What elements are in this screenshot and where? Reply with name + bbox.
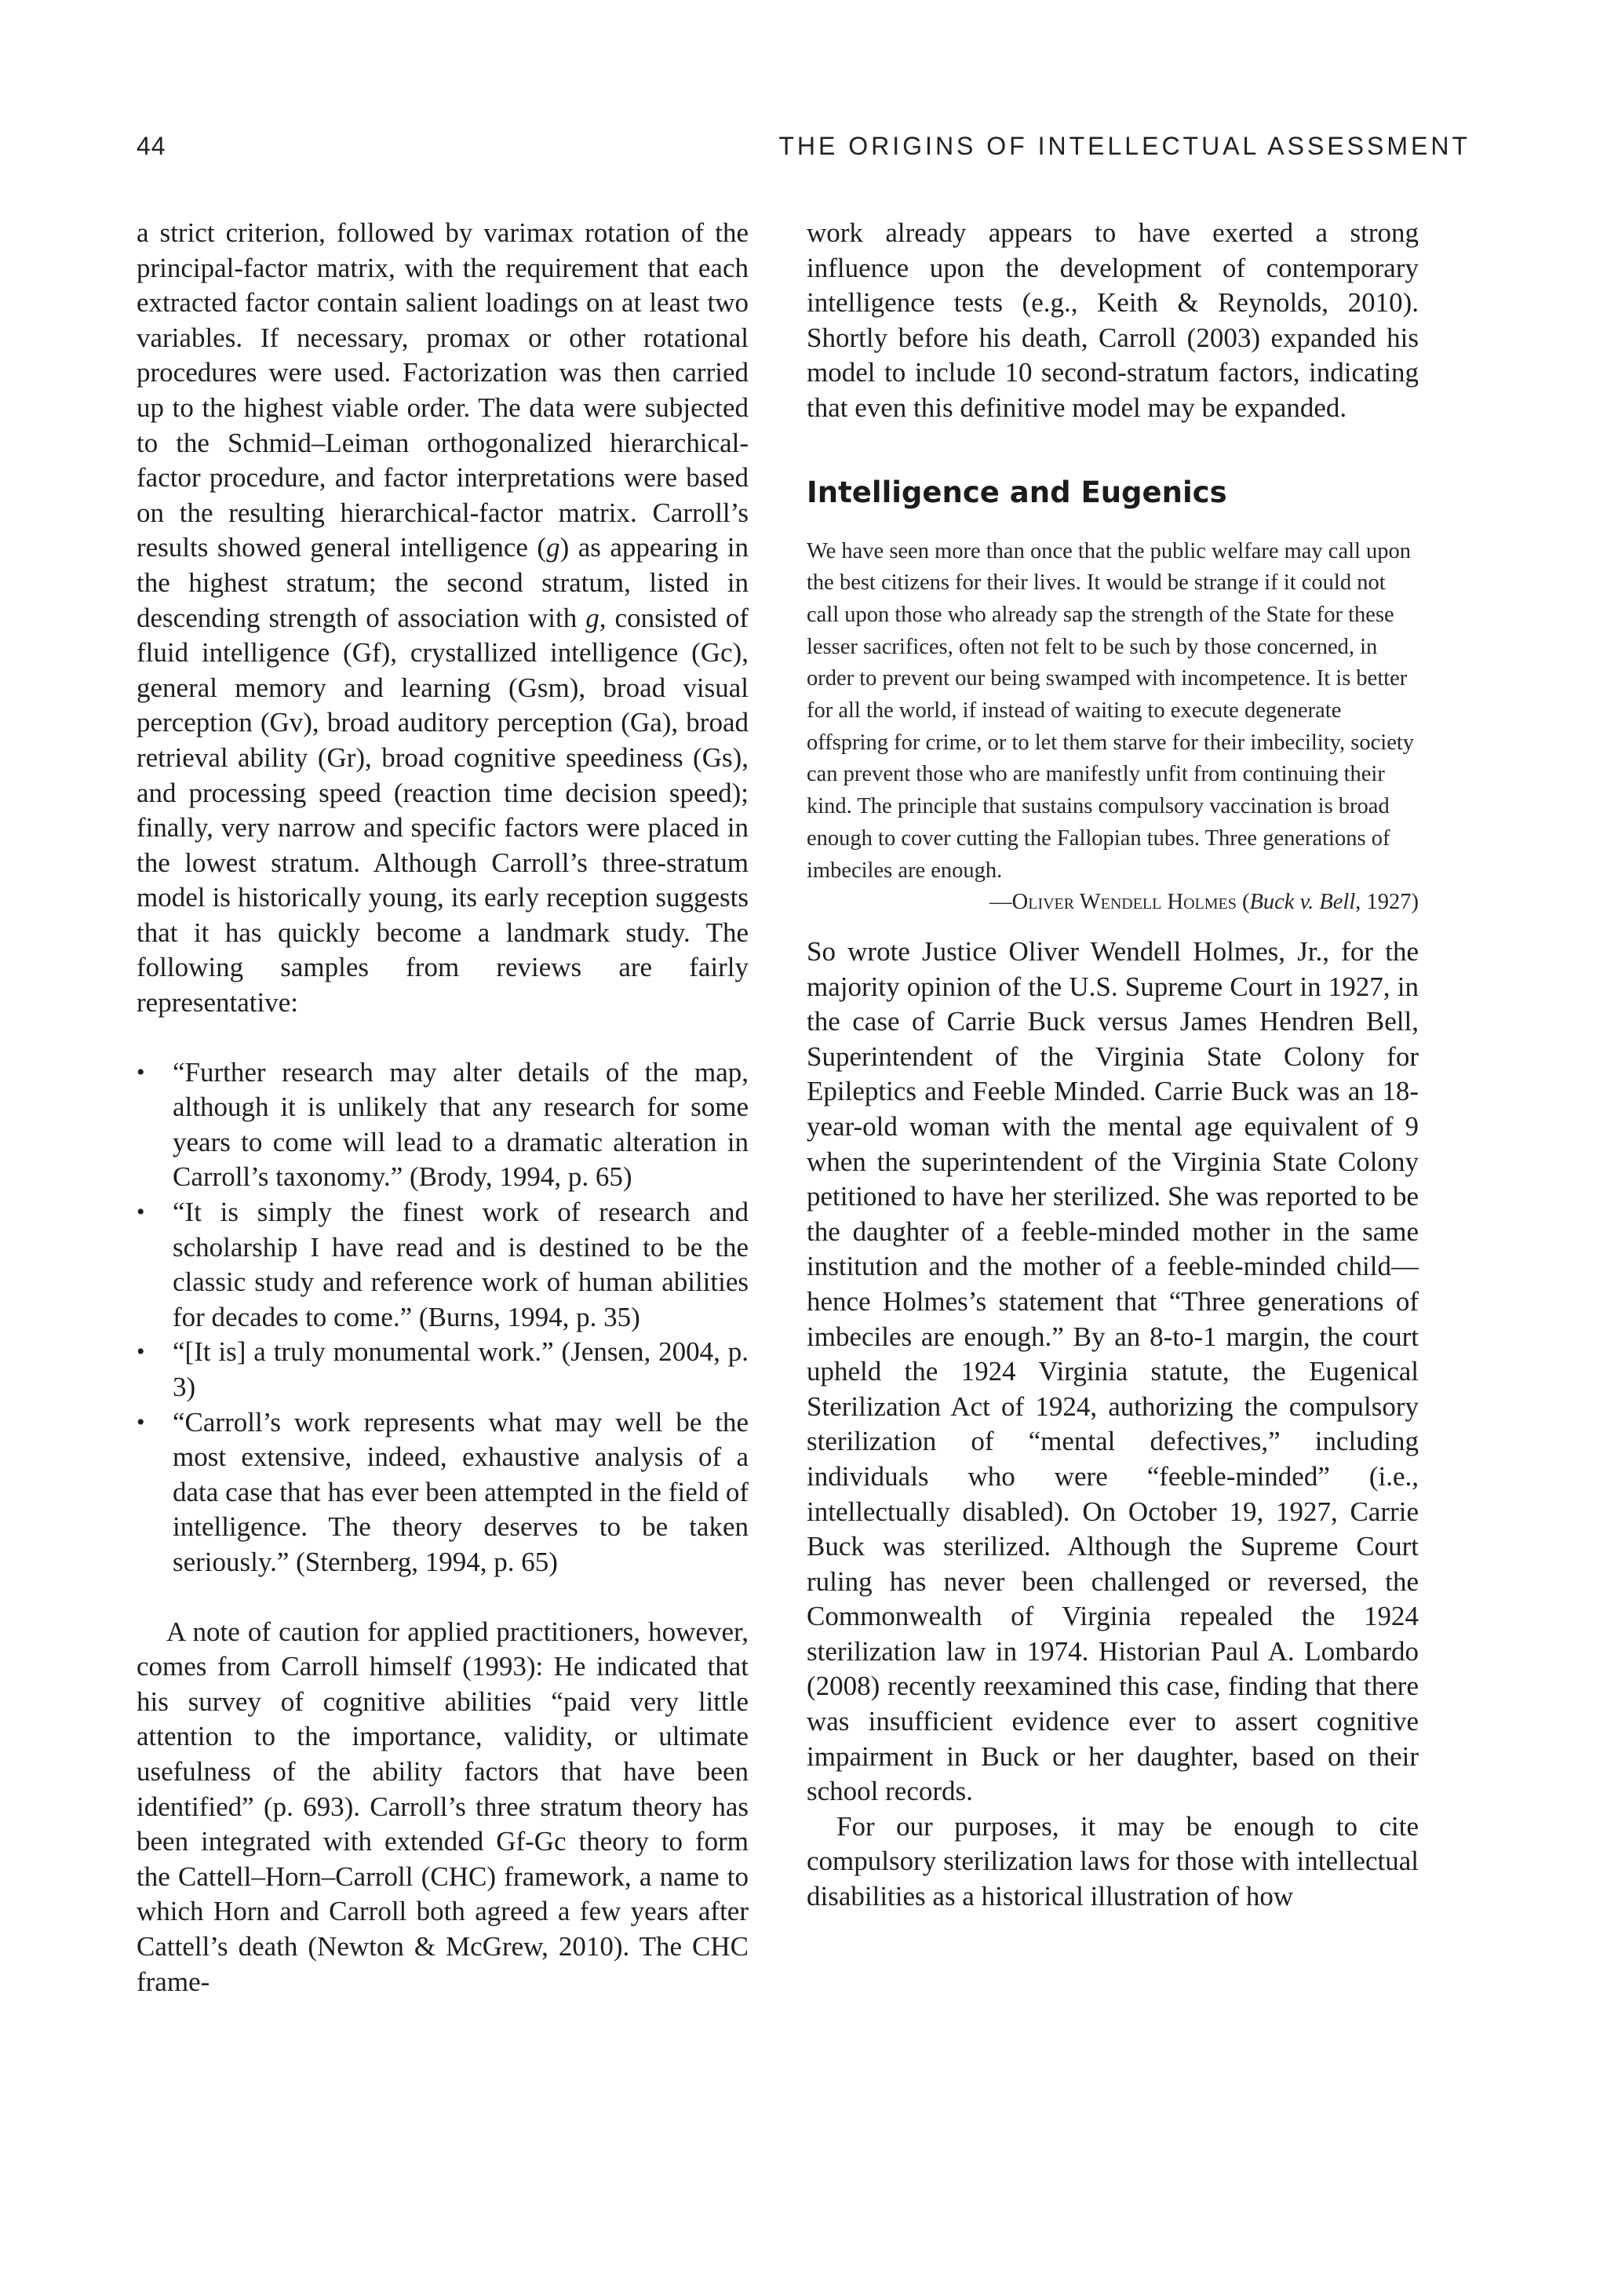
quote-text: “Carroll’s work represents what may well be the most extensive, indeed, exhaustive analysis of a data case that has ever been attempted in the field of intelligence. The theory deserves to be taken seriously.” (Sternberg, 1994, p. 65) bbox=[173, 1406, 749, 1577]
bullet-icon: • bbox=[137, 1339, 145, 1365]
text-run: a strict criterion, followed by varimax rotation of the principal-factor matrix, with the requirement that each extracted factor contain salient loadings on at least two variables. If necessary, promax or other rotational procedures were used. Factorization was then carried up to the highest viable order. The data were subjected to the Schmid–Leiman orthogonalized hierarchical-factor procedure, and factor interpretations were based on the resulting hierarchical-factor matrix. Carroll’s results showed general intelligence ( bbox=[137, 217, 749, 563]
page-number: 44 bbox=[137, 132, 166, 160]
body-paragraph-caution: A note of caution for applied practitioners, however, comes from Carroll himself (1993): He indicated that his survey of cognitive abilities “paid very little attention to the importance, validity, or ultimate usefulness of the ability factors that have been identified” (p. 693). Carroll’s three stratum theory has been integrated with extended Gf-Gc theory to form the Cattell–Horn–Carroll (CHC) framework, a name to which Horn and Carroll both agreed a few years after Cattell’s death (Newton & McGrew, 2010). The CHC frame- bbox=[137, 1616, 749, 1997]
list-item bbox=[137, 1405, 749, 1580]
text-run: ( bbox=[1236, 890, 1250, 915]
review-quotes-list bbox=[137, 1055, 749, 1580]
epigraph bbox=[807, 536, 1419, 919]
body-paragraph-chc-continued: work already appears to have exerted a strong influence upon the development of contemporary intelligence tests (e.g., Keith & Reynolds, 2010). Shortly before his death, Carroll (2003) expanded his model to include 10 second-stratum factors, indicating that even this definitive model may be expanded. bbox=[807, 217, 1419, 423]
section-heading: Intelligence and Eugenics bbox=[807, 475, 1227, 509]
text-run: , consisted of fluid intelligence (Gf), crystallized intelligence (Gc), general memory and learning (Gsm), broad visual perception (Gv), broad auditory perception (Ga), broad retrieval ability (Gr), broad cognitive speediness (Gs), and processing speed (reaction time decision speed); finally, very narrow and specific factors were placed in the lowest stratum. Although Carroll’s three-stratum model is historically young, its early reception suggests that it has quickly become a landmark study. The following samples from reviews are fairly representative: bbox=[137, 602, 749, 1019]
attribution-dash: — bbox=[989, 890, 1012, 915]
attribution-author: Oliver Wendell Holmes bbox=[1011, 890, 1237, 915]
body-paragraph-carroll-analysis bbox=[137, 216, 749, 1021]
body-paragraph-buck-v-bell: So wrote Justice Oliver Wendell Holmes, Jr., for the majority opinion of the U.S. Supreme Court in 1927, in the case of Carrie Buck versus James Hendren Bell, Superintendent of the Virginia State Colony for Epileptics and Feeble Minded. Carrie Buck was an 18-year-old woman with the mental age equivalent of 9 when the superintendent of the Virginia State Colony petitioned to have her sterilized. She was reported to be the daughter of a feeble-minded mother in the same institution and the mother of a feeble-minded child—hence Holmes’s statement that “Three generations of imbeciles are enough.” By an 8-to-1 margin, the court upheld the 1924 Virginia statute, the Eugenical Sterilization Act of 1924, authorizing the compulsory sterilization of “mental defectives,” including individuals who were “feeble-minded” (i.e., intellectually disabled). On October 19, 1927, Carrie Buck was sterilized. Although the Supreme Court ruling has never been challenged or reversed, the Commonwealth of Virginia repealed the 1924 sterilization law in 1974. Historian Paul A. Lombardo (2008) recently reexamined this case, finding that there was insufficient evidence ever to assert cognitive impairment in Buck or her daughter, based on their school records. bbox=[807, 936, 1419, 1807]
running-title: THE ORIGINS OF INTELLECTUAL ASSESSMENT bbox=[778, 132, 1470, 160]
bullet-icon: • bbox=[137, 1199, 145, 1226]
list-item bbox=[137, 1055, 749, 1195]
running-head bbox=[137, 132, 1470, 176]
left-column bbox=[137, 216, 749, 1999]
text-run: ) as appearing in the highest stratum; the second stratum, listed in descending strength of association with bbox=[137, 532, 749, 633]
epigraph-attribution bbox=[807, 887, 1419, 919]
quote-text: “Further research may alter details of the map, although it is unlikely that any research for some years to come will lead to a dramatic alteration in Carroll’s taxonomy.” (Brody, 1994, p. 65) bbox=[173, 1056, 749, 1193]
bullet-icon: • bbox=[137, 1059, 145, 1085]
text-run: , 1927) bbox=[1355, 890, 1419, 915]
attribution-case: Buck v. Bell bbox=[1249, 890, 1356, 915]
list-item bbox=[137, 1195, 749, 1335]
quote-text: “It is simply the finest work of research and scholarship I have read and is destined to be the classic study and reference work of human abilities for decades to come.” (Burns, 1994, p. 35) bbox=[173, 1197, 749, 1332]
quote-text: “[It is] a truly monumental work.” (Jensen, 2004, p. 3) bbox=[173, 1336, 749, 1402]
symbol-g: g bbox=[585, 602, 599, 633]
epigraph-quote: We have seen more than once that the public welfare may call upon the best citizens for their lives. It would be strange if it could not call upon those who already sap the strength of the State for these lesser sacrifices, often not felt to be such by those concerned, in order to prevent our being swamped with incompetence. It is better for all the world, if instead of waiting to execute degenerate offspring for crime, or to let them starve for their imbecility, society can prevent those who are manifestly unfit from continuing their kind. The principle that sustains compulsory vaccination is broad enough to cover cutting the Fallopian tubes. Three generations of imbeciles are enough. bbox=[807, 538, 1415, 883]
bullet-icon: • bbox=[137, 1409, 145, 1435]
right-column bbox=[807, 216, 1419, 1915]
symbol-g: g bbox=[546, 532, 560, 563]
body-paragraph-sterilization-laws: For our purposes, it may be enough to cite compulsory sterilization laws for those with intellectual disabilities as a historical illustration of how bbox=[807, 1810, 1419, 1912]
list-item bbox=[137, 1335, 749, 1405]
